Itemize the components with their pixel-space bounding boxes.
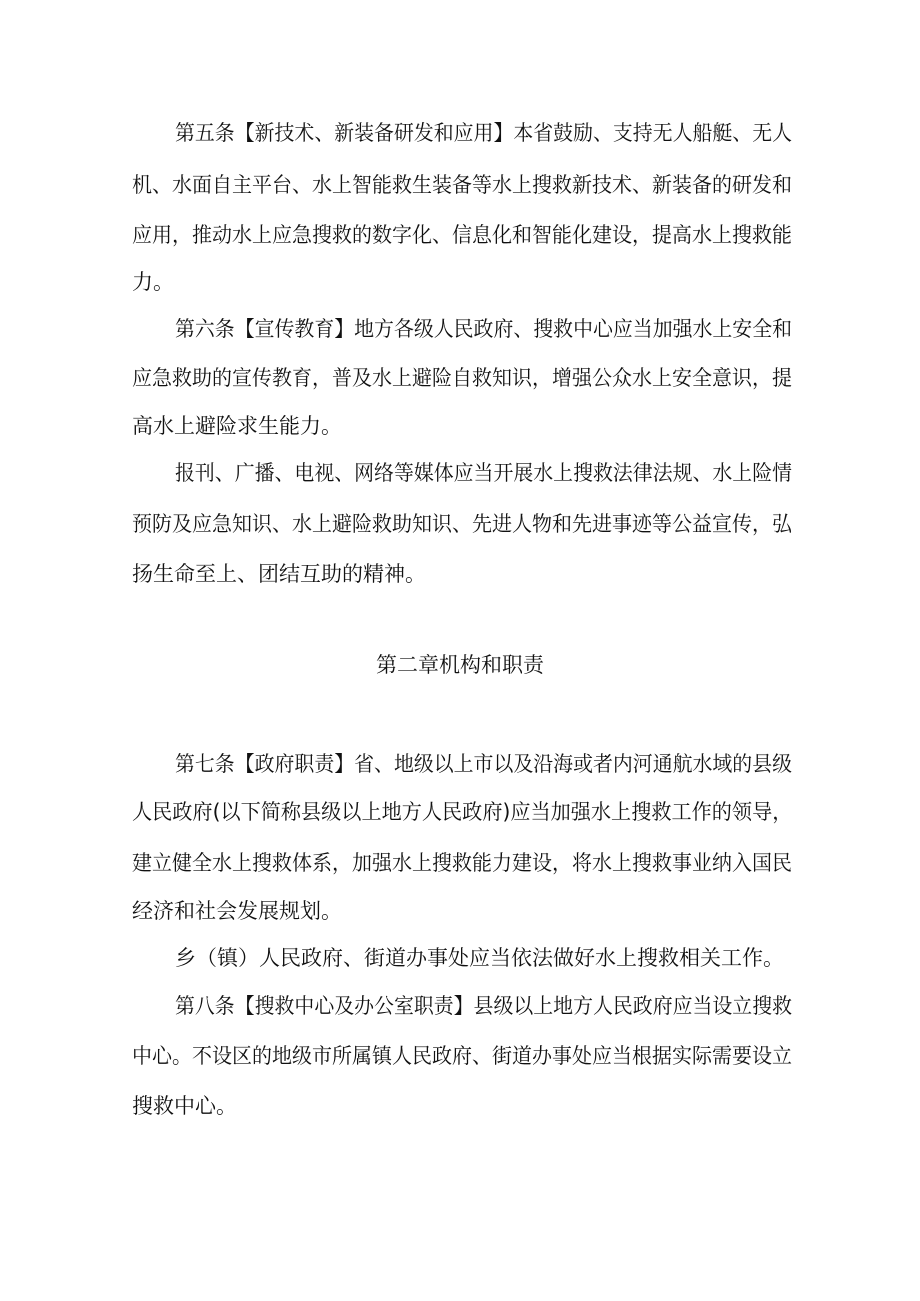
article5-line-1: 第五条【新技术、新装备研发和应用】本省鼓励、支持无人船艇、无人: [175, 121, 793, 145]
article8-line-3: 搜救中心。: [132, 1094, 237, 1118]
article7-para2-line-1: 乡（镇）人民政府、街道办事处应当依法做好水上搜救相关工作。: [175, 946, 784, 970]
article8-line-1: 第八条【搜救中心及办公室职责】县级以上地方人民政府应当设立搜救: [175, 994, 793, 1018]
article7-line-1: 第七条【政府职责】省、地级以上市以及沿海或者内河通航水域的县级: [175, 752, 793, 776]
article6-para2-line-3: 扬生命至上、团结互助的精神。: [132, 562, 426, 586]
article6-line-3: 高水上避险求生能力。: [132, 414, 342, 438]
article8-line-2: 中心。不设区的地级市所属镇人民政府、街道办事处应当根据实际需要设立: [132, 1044, 793, 1068]
article7-line-3: 建立健全水上搜救体系，加强水上搜救能力建设，将水上搜救事业纳入国民: [132, 851, 793, 875]
article5-line-4: 力。: [132, 270, 174, 294]
article7-line-4: 经济和社会发展规划。: [132, 899, 342, 923]
article5-line-2: 机、水面自主平台、水上智能救生装备等水上搜救新技术、新装备的研发和: [132, 173, 793, 197]
article6-para2-line-2: 预防及应急知识、水上避险救助知识、先进人物和先进事迹等公益宣传，弘: [132, 512, 793, 536]
article6-line-2: 应急救助的宣传教育，普及水上避险自救知识，增强公众水上安全意识，提: [132, 366, 793, 390]
article6-para2-line-1: 报刊、广播、电视、网络等媒体应当开展水上搜救法律法规、水上险情: [175, 461, 793, 485]
article7-line-2: 人民政府(以下简称县级以上地方人民政府)应当加强水上搜救工作的领导，: [132, 800, 793, 824]
chapter-heading: 第二章机构和职责: [376, 653, 544, 677]
article6-line-1: 第六条【宣传教育】地方各级人民政府、搜救中心应当加强水上安全和: [175, 317, 793, 341]
article5-line-3: 应用，推动水上应急搜救的数字化、信息化和智能化建设，提高水上搜救能: [132, 223, 793, 247]
